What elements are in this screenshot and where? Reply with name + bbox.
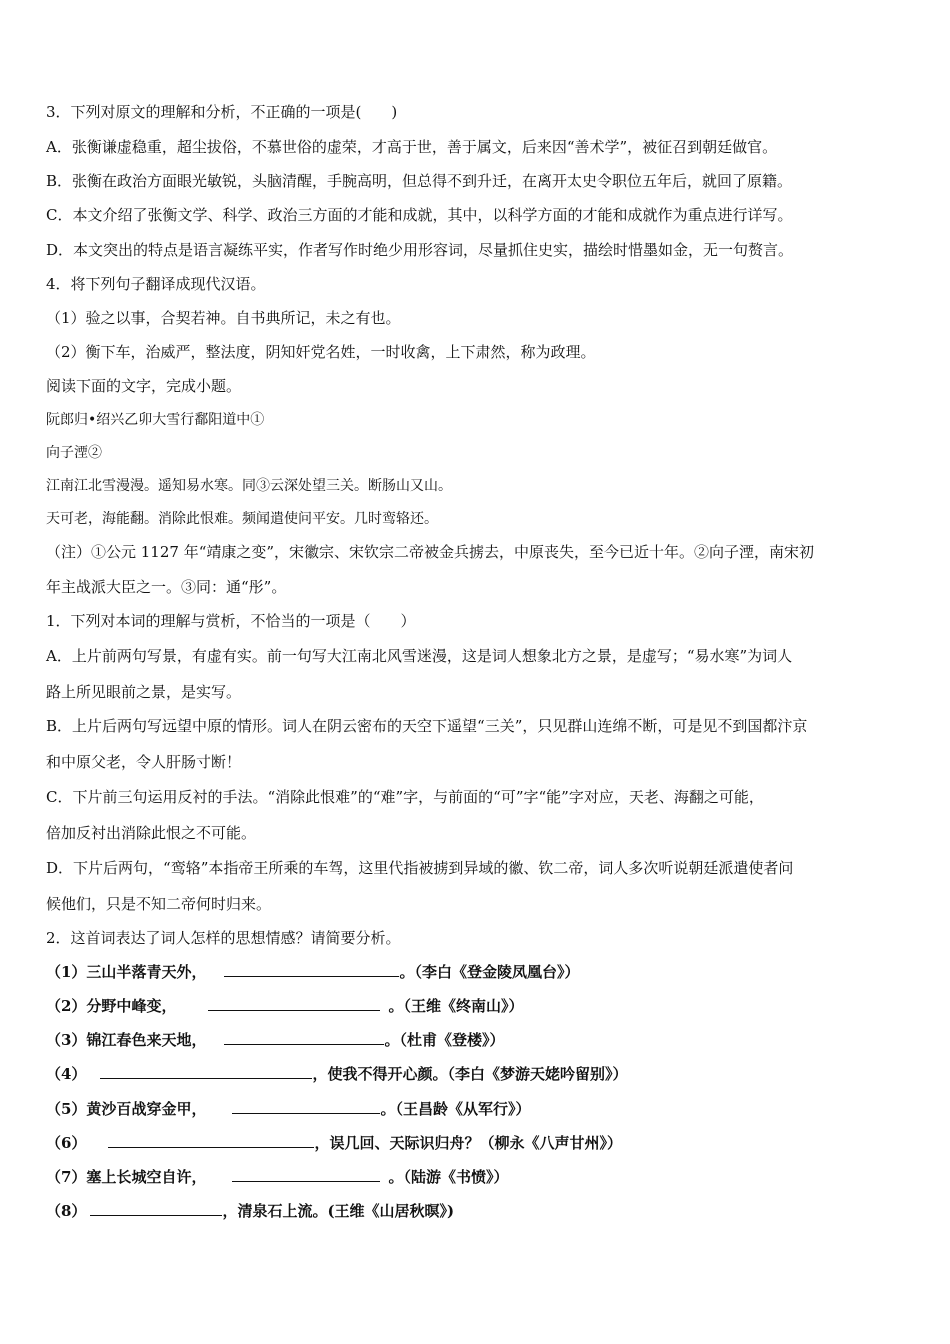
fill-6-blank[interactable] — [108, 1133, 314, 1148]
poem-author: 向子湮② — [46, 445, 102, 461]
sq1-option-b-line2: 和中原父老，令人肝肠寸断！ — [46, 753, 242, 771]
sq1-option-b-line1: B．上片后两句写远望中原的情形。词人在阴云密布的天空下遥望“三关”，只见群山连绵不断，可是见不到国都汴京 — [46, 717, 808, 735]
q4-sentence-2: （2）衡下车，治威严，整法度，阴知奸党名姓，一时收禽，上下肃然，称为政理。 — [46, 343, 596, 361]
fill-item-8 — [46, 1201, 454, 1221]
fill-item-7 — [46, 1167, 508, 1187]
sq1-option-a-line1: A．上片前两句写景，有虚有实。前一句写大江南北风雪迷漫，这是词人想象北方之景，是虚写；“易水寒”为词人 — [46, 647, 793, 665]
fill-8-suffix: ，清泉石上流。(王维《山居秋暝》) — [222, 1202, 455, 1220]
fill-6-prefix: （6） — [46, 1134, 87, 1152]
fill-4-blank[interactable] — [100, 1064, 312, 1079]
fill-3-blank[interactable] — [224, 1030, 384, 1045]
poem-note-2: 年主战派大臣之一。③同：通“彤”。 — [46, 578, 287, 596]
poem-line-1: 江南江北雪漫漫。遥知易水寒。同③云深处望三关。断肠山又山。 — [46, 478, 452, 494]
sq1-option-d-line1: D．下片后两句，“鸾辂”本指帝王所乘的车驾，这里代指被掳到异域的徽、钦二帝，词人多次听说朝廷派遣使者问 — [46, 859, 794, 877]
q3-option-b: B．张衡在政治方面眼光敏锐，头脑清醒，手腕高明，但总得不到升迁，在离开太史令职位五年后，就回了原籍。 — [46, 172, 793, 190]
fill-6-suffix: ，误几回、天际识归舟？（柳永《八声甘州》） — [314, 1134, 622, 1152]
reading-intro: 阅读下面的文字，完成小题。 — [46, 377, 242, 395]
fill-1-suffix: 。（李白《登金陵凤凰台》） — [399, 963, 580, 981]
sq2-stem: 2．这首词表达了词人怎样的思想情感？请简要分析。 — [46, 929, 401, 947]
fill-3-prefix: （3）锦江春色来天地， — [46, 1031, 207, 1049]
sq1-option-a-line2: 路上所见眼前之景，是实写。 — [46, 683, 242, 701]
fill-8-prefix: （8） — [46, 1202, 87, 1220]
q4-sentence-1: （1）验之以事，合契若神。自书典所记，未之有也。 — [46, 309, 401, 327]
fill-5-suffix: 。（王昌龄《从军行》） — [380, 1100, 531, 1118]
q3-option-a: A．张衡谦虚稳重，超尘拔俗，不慕世俗的虚荣，才高于世，善于属文，后来因“善术学”，被征召到朝廷做官。 — [46, 138, 778, 156]
fill-item-1 — [46, 962, 579, 982]
q4-stem: 4．将下列句子翻译成现代汉语。 — [46, 275, 266, 293]
fill-2-suffix: 。（王维《终南山》） — [388, 997, 524, 1015]
q3-option-d: D．本文突出的特点是语言凝练平实，作者写作时绝少用形容词，尽量抓住史实，描绘时惜墨如金，无一句赘言。 — [46, 241, 794, 259]
sq1-option-c-line1: C．下片前三句运用反衬的手法。“消除此恨难”的“难”字，与前面的“可”字“能”字对应，天老、海翻之可能， — [46, 788, 764, 806]
fill-7-prefix: （7）塞上长城空自许， — [46, 1168, 207, 1186]
fill-item-2 — [46, 996, 523, 1016]
fill-8-blank[interactable] — [90, 1201, 222, 1216]
poem-line-2: 天可老，海能翻。消除此恨难。频闻遣使问平安。几时鸾辂还。 — [46, 511, 438, 527]
fill-1-blank[interactable] — [224, 962, 399, 977]
fill-2-prefix: （2）分野中峰变， — [46, 997, 177, 1015]
fill-item-5 — [46, 1099, 530, 1119]
q3-option-c: C．本文介绍了张衡文学、科学、政治三方面的才能和成就，其中，以科学方面的才能和成就作为重点进行详写。 — [46, 206, 793, 224]
fill-7-suffix: 。（陆游《书愤》） — [388, 1168, 509, 1186]
fill-2-blank[interactable] — [208, 996, 380, 1011]
fill-4-prefix: （4） — [46, 1065, 87, 1083]
fill-3-suffix: 。（杜甫《登楼》） — [384, 1031, 505, 1049]
fill-item-3 — [46, 1030, 504, 1050]
poem-note-1: （注）①公元 1127 年“靖康之变”，宋徽宗、宋钦宗二帝被金兵掳去，中原丧失，至今已近十年。②向子湮，南宋初 — [46, 543, 815, 561]
sq1-option-d-line2: 候他们，只是不知二帝何时归来。 — [46, 895, 272, 913]
sq1-stem: 1．下列对本词的理解与赏析，不恰当的一项是（ ） — [46, 612, 416, 630]
fill-5-blank[interactable] — [232, 1099, 380, 1114]
sq1-option-c-line2: 倍加反衬出消除此恨之不可能。 — [46, 824, 257, 842]
fill-1-prefix: （1）三山半落青天外， — [46, 963, 207, 981]
q3-stem: 3．下列对原文的理解和分析，不正确的一项是( ) — [46, 103, 398, 121]
fill-item-4 — [46, 1064, 627, 1084]
poem-title: 阮郎归•绍兴乙卯大雪行鄱阳道中① — [46, 412, 265, 428]
fill-5-prefix: （5）黄沙百战穿金甲， — [46, 1100, 207, 1118]
fill-4-suffix: ，使我不得开心颜。（李白《梦游天姥吟留别》） — [312, 1065, 628, 1083]
fill-item-6 — [46, 1133, 622, 1153]
fill-7-blank[interactable] — [232, 1167, 380, 1182]
